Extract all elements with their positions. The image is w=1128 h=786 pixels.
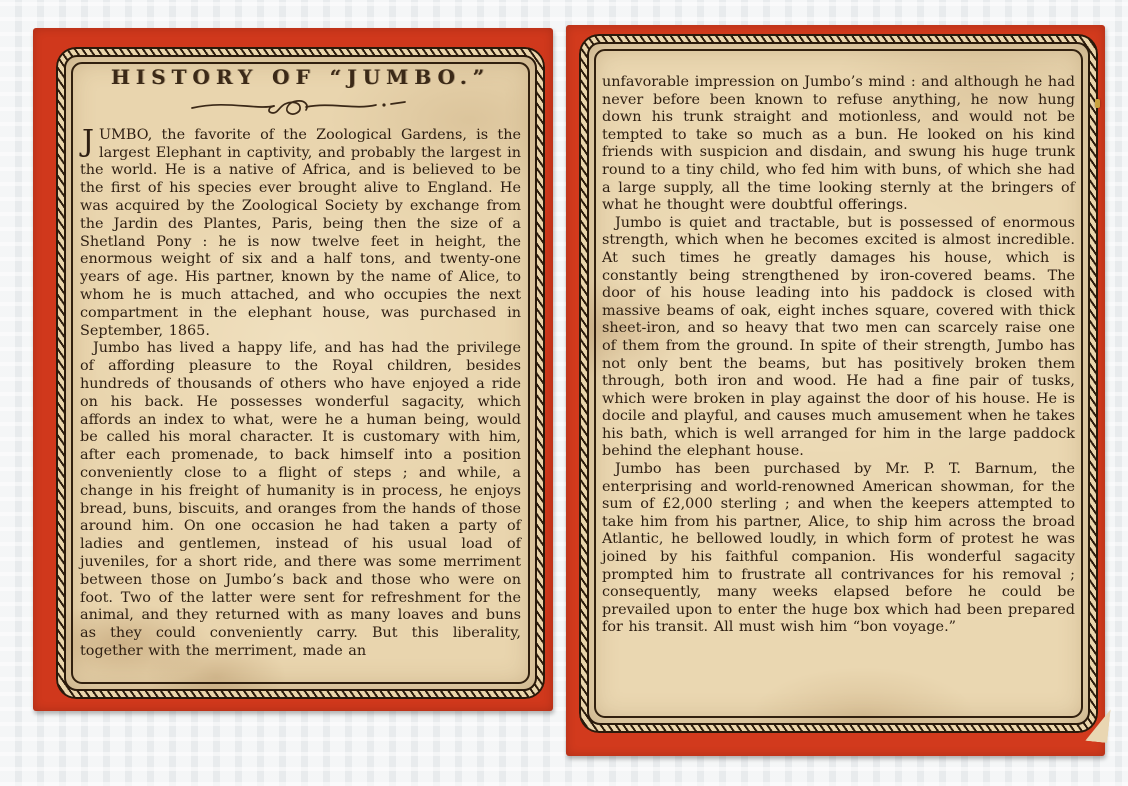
left-red-card	[33, 28, 553, 711]
knot-flourish-icon	[186, 91, 416, 117]
right-red-card	[566, 25, 1105, 756]
paragraph: Jumbo is quiet and tractable, but is possessed of enormous strength, which when he becomes excited is almost incredible. At such times he greatly damages his house, which is constantly being strengthened by iron-covered beams. The door of his house leading into his paddock is closed with massive beams of oak, eight inches square, covered with thick sheet-iron, and so heavy that two men can scarcely raise one of them from the ground. In spite of their strength, Jumbo has not only bent the beams, but has positively broken them through, both iron and wood. He had a fine pair of tusks, which were broken in play against the door of his house. He is docile and playful, and causes much amusement when he takes his bath, which is well arranged for him in the large paddock behind the elephant house.	[602, 214, 1075, 460]
paragraph: Jumbo has lived a happy life, and has had the privilege of affording pleasure to the Royal children, besides hundreds of thousands of others who have enjoyed a ride on his back. He possesses wonderful sagacity, which affords an index to what, were he a human being, would be called his moral character. It is customary with him, after each promenade, to back himself into a position conveniently close to a flight of steps ; and while, a change in his freight of humanity is in process, he enjoys bread, buns, biscuits, and oranges from the hands of those around him. On one occasion he had taken a party of ladies and gentlemen, instead of his usual load of juveniles, for a short ride, and there was some merriment between those on Jumbo’s back and those who were on foot. Two of the latter were sent for refreshment for the animal, and they returned with as many loaves and buns as they could conveniently carry. But this liberality, together with the merriment, made an	[80, 340, 521, 659]
paragraph: Jumbo has been purchased by Mr. P. T. Barnum, the enterprising and world-renowned American showman, for the sum of £2,000 sterling ; and when the keepers attempted to take him from his partner, Alice, to ship him across the broad Atlantic, he bellowed loudly, in which form of protest he was joined by his faithful companion. His wonderful sagacity prompted him to frustrate all contrivances for his removal ; consequently, many weeks elapsed before he could be prevailed upon to enter the huge box which had been prepared for his transit. All must wish him “bon voyage.”	[602, 461, 1075, 636]
right-page-content	[579, 34, 1098, 733]
right-page	[579, 34, 1098, 733]
paragraph	[80, 123, 521, 341]
left-page-content	[56, 47, 545, 699]
drop-cap: J	[82, 123, 95, 159]
brass-pin	[1095, 99, 1100, 108]
left-page	[56, 47, 545, 699]
paragraph: unfavorable impression on Jumbo’s mind : and although he had never before been known to refuse anything, he now hung down his trunk straight and motionless, and would not be tempted to take so much as a bun. He looked on his kind friends with suspicion and disdain, and swung his huge trunk round to a tiny child, who fed him with buns, of which she had a large supply, all the time looking sternly at the bringers of what he thought were doubtful offerings.	[602, 74, 1075, 214]
paragraph-text: UMBO, the favorite of the Zoological Gardens, is the largest Elephant in captivity, and probably the largest in the world. He is a native of Africa, and is believed to be the first of his species ever brought alive to England. He was acquired by the Zoological Society by exchange from the Jardin des Plantes, Paris, being then the size of a Shetland Pony : he is now twelve feet in height, the enormous weight of six and a half tons, and twenty-one years of age. His partner, known by the name of Alice, to whom he is much attached, and who occupies the next compartment in the elephant house, was purchased in September, 1865.	[80, 126, 521, 339]
page-title: HISTORY OF “JUMBO.”	[110, 65, 491, 89]
